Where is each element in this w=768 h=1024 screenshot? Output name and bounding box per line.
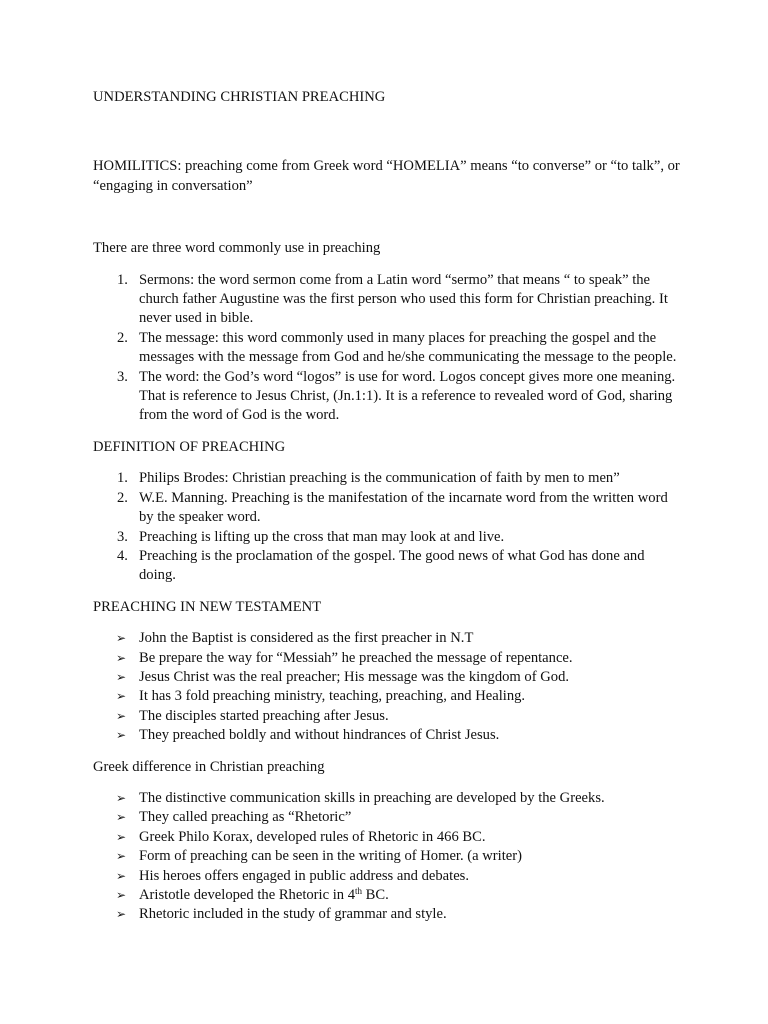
- arrow-bullet-icon: ➢: [116, 810, 127, 825]
- list-item: [93, 668, 683, 687]
- aristotle-text-after: BC.: [362, 887, 389, 903]
- arrow-bullet-icon: ➢: [116, 829, 127, 844]
- document-title: UNDERSTANDING CHRISTIAN PREACHING: [93, 89, 386, 105]
- list-item: [93, 649, 683, 668]
- list-item: [93, 368, 683, 426]
- list-item-text: They called preaching as “Rhetoric”: [139, 809, 352, 826]
- arrow-bullet-icon: ➢: [116, 790, 127, 805]
- list-item: [93, 828, 683, 847]
- list-item: [93, 329, 683, 368]
- list-item: [93, 629, 683, 648]
- list-item: [93, 707, 683, 726]
- three-words-list: [93, 271, 683, 426]
- aristotle-text-before: Aristotle developed the Rhetoric in 4: [139, 887, 356, 903]
- list-item: [93, 528, 683, 547]
- list-item-text: The message: this word commonly used in many places for preaching the gospel and the messages with the message from God and he/she communicating the message to the people.: [139, 329, 677, 366]
- list-item-text: Sermons: the word sermon come from a Latin word “sermo” that means “ to speak” the church father Augustine was the first person who used this form for Christian preaching. It never used in bible.: [139, 271, 668, 327]
- list-item-text: Form of preaching can be seen in the writing of Homer. (a writer): [139, 848, 522, 865]
- list-item: [93, 547, 683, 586]
- list-item-text: Philips Brodes: Christian preaching is the communication of faith by men to men”: [139, 470, 620, 487]
- arrow-bullet-icon: ➢: [116, 907, 127, 922]
- list-item-text: John the Baptist is considered as the first preacher in N.T: [139, 630, 474, 647]
- list-number: 2.: [117, 329, 128, 346]
- list-item-text: The disciples started preaching after Jesus.: [139, 707, 389, 724]
- arrow-bullet-icon: ➢: [116, 849, 127, 864]
- arrow-bullet-icon: ➢: [116, 650, 127, 665]
- arrow-bullet-icon: ➢: [116, 631, 127, 646]
- list-item-text: The word: the God’s word “logos” is use for word. Logos concept gives more one meaning. That is reference to Jesus Christ, (Jn.1:1). It is a reference to revealed word of God, sharing from the word of God is the word.: [139, 368, 676, 424]
- new-testament-heading: PREACHING IN NEW TESTAMENT: [93, 598, 322, 615]
- list-item: [93, 489, 683, 528]
- list-item: [93, 469, 683, 488]
- list-number: 3.: [117, 368, 128, 385]
- list-number: 3.: [117, 528, 128, 545]
- arrow-bullet-icon: ➢: [116, 669, 127, 684]
- document-page: [93, 88, 683, 937]
- list-item-text: They preached boldly and without hindrances of Christ Jesus.: [139, 727, 500, 744]
- arrow-bullet-icon: ➢: [116, 689, 127, 704]
- list-item-text: Be prepare the way for “Messiah” he preached the message of repentance.: [139, 649, 573, 666]
- list-item-text: Rhetoric included in the study of grammar and style.: [139, 906, 447, 923]
- list-number: 4.: [117, 547, 128, 564]
- list-number: 1.: [117, 271, 128, 288]
- list-item-text: Preaching is the proclamation of the gospel. The good news of what God has done and doing.: [139, 547, 645, 584]
- arrow-bullet-icon: ➢: [116, 728, 127, 743]
- list-item: [93, 271, 683, 329]
- definition-list: [93, 469, 683, 585]
- ordinal-superscript: th: [355, 886, 363, 896]
- list-item: [93, 886, 683, 905]
- arrow-bullet-icon: ➢: [116, 888, 127, 902]
- new-testament-list: [93, 629, 683, 745]
- list-item: [93, 808, 683, 827]
- list-item-text: His heroes offers engaged in public address and debates.: [139, 867, 470, 884]
- list-item-text: Preaching is lifting up the cross that man may look at and live.: [139, 528, 505, 545]
- list-item-text: Jesus Christ was the real preacher; His message was the kingdom of God.: [139, 668, 570, 685]
- definition-heading: DEFINITION OF PREACHING: [93, 438, 286, 455]
- list-item-text: Greek Philo Korax, developed rules of Rhetoric in 466 BC.: [139, 828, 486, 845]
- list-item: [93, 789, 683, 808]
- arrow-bullet-icon: ➢: [116, 708, 127, 723]
- list-item-text: It has 3 fold preaching ministry, teaching, preaching, and Healing.: [139, 688, 526, 705]
- list-item: [93, 847, 683, 866]
- list-item: [93, 726, 683, 745]
- greek-heading: Greek difference in Christian preaching: [93, 758, 325, 775]
- greek-list: [93, 789, 683, 925]
- list-item: [93, 687, 683, 706]
- list-number: 1.: [117, 470, 128, 487]
- list-item-text: W.E. Manning. Preaching is the manifestation of the incarnate word from the written word by the speaker word.: [139, 489, 668, 526]
- list-item: [93, 867, 683, 886]
- list-number: 2.: [117, 489, 128, 506]
- homilitics-paragraph: HOMILITICS: preaching come from Greek word “HOMELIA” means “to converse” or “to talk”, or “engaging in conversation”: [93, 158, 680, 194]
- list-item: [93, 905, 683, 924]
- arrow-bullet-icon: ➢: [116, 868, 127, 883]
- three-words-intro: There are three word commonly use in preaching: [93, 240, 381, 257]
- list-item-text: The distinctive communication skills in preaching are developed by the Greeks.: [139, 789, 605, 806]
